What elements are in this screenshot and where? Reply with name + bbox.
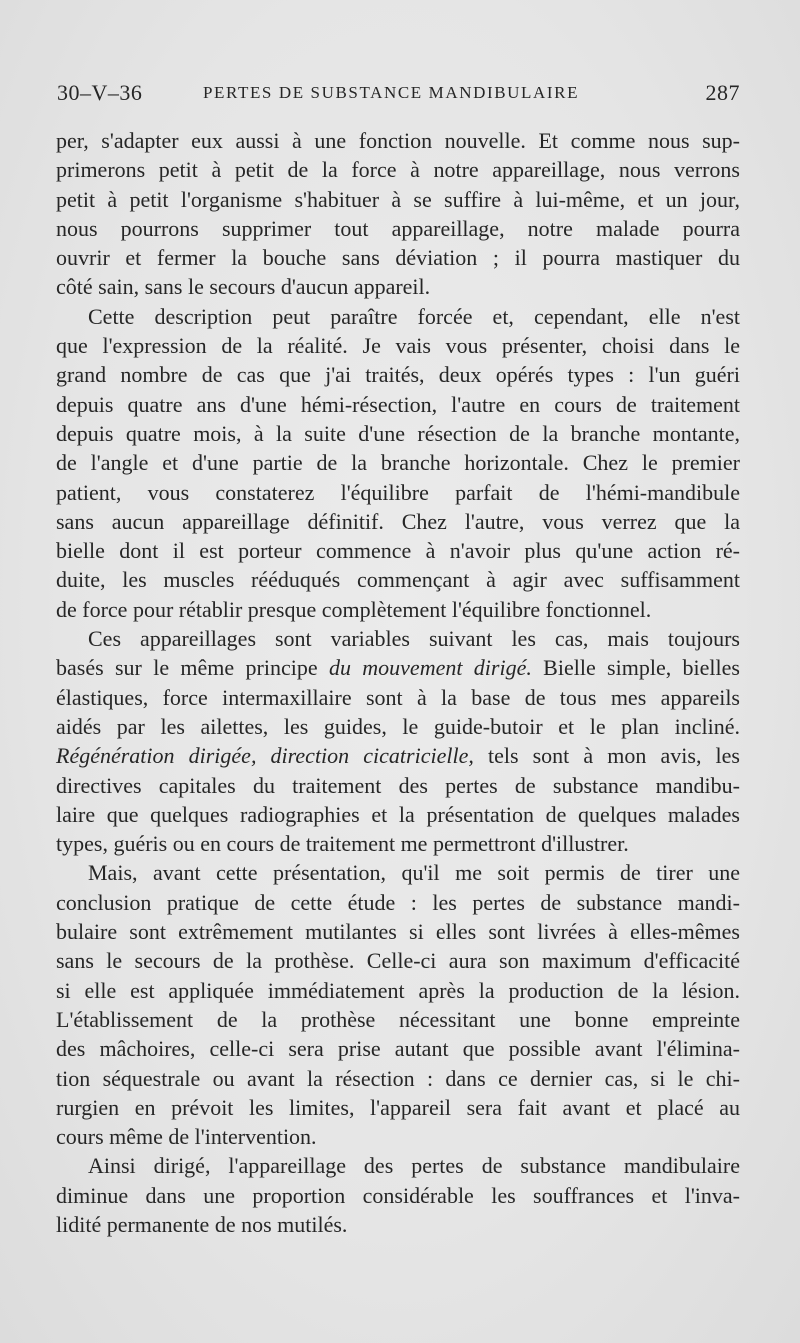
text-segment: de force pour rétablir presque complètement l'équilibre fonctionnel.	[56, 596, 652, 622]
header-date: 30–V–36	[57, 80, 143, 105]
text-line	[56, 126, 740, 155]
running-head	[57, 80, 740, 112]
text-line	[56, 478, 740, 507]
text-line	[56, 858, 740, 887]
text-line	[56, 1122, 740, 1151]
text-segment: côté sain, sans le secours d'aucun appareil.	[56, 274, 431, 300]
text-segment: Cette description peut paraître forcée et, cependant, elle n'est	[88, 303, 740, 329]
text-segment: Mais, avant cette présentation, qu'il me soit permis de tirer une	[88, 860, 740, 886]
text-segment: aidés par les ailettes, les guides, le guide-butoir et le plan incliné.	[56, 713, 740, 739]
text-segment: sans le secours de la prothèse. Celle-ci aura son maximum d'efficacité	[56, 948, 740, 974]
text-segment: laire que quelques radiographies et la présentation de quelques malades	[56, 801, 740, 827]
text-line	[56, 331, 740, 360]
text-line	[56, 272, 740, 301]
text-segment: ouvrir et fermer la bouche sans déviation ; il pourra mastiquer du	[56, 245, 740, 271]
text-line	[56, 976, 740, 1005]
text-segment: tels sont à mon avis, les	[473, 743, 740, 769]
text-line	[56, 536, 740, 565]
text-segment: patient, vous constaterez l'équilibre parfait de l'hémi-mandibule	[56, 479, 740, 505]
text-segment: Ces appareillages sont variables suivant les cas, mais toujours	[88, 626, 740, 652]
text-segment: depuis quatre mois, à la suite d'une résection de la branche montante,	[56, 420, 740, 446]
text-segment: sans aucun appareillage définitif. Chez l'autre, vous verrez que la	[56, 508, 740, 534]
text-segment: de l'angle et d'une partie de la branche horizontale. Chez le premier	[56, 450, 740, 476]
text-segment: que l'expression de la réalité. Je vais vous présenter, choisi dans le	[56, 333, 740, 359]
text-line	[56, 1093, 740, 1122]
text-line	[56, 946, 740, 975]
text-line	[56, 1181, 740, 1210]
text-line	[56, 214, 740, 243]
text-segment: depuis quatre ans d'une hémi-résection, l'autre en cours de traitement	[56, 391, 740, 417]
italic-text: Régénération dirigée, direction cicatricielle,	[56, 743, 474, 769]
text-line	[56, 360, 740, 389]
text-line	[56, 1210, 740, 1239]
text-line	[56, 917, 740, 946]
text-segment: cours même de l'intervention.	[56, 1124, 317, 1150]
text-segment: élastiques, force intermaxillaire sont à la base de tous mes appareils	[56, 684, 740, 710]
text-segment: si elle est appliquée immédiatement après la production de la lésion.	[56, 977, 740, 1003]
text-line	[56, 448, 740, 477]
text-line	[56, 771, 740, 800]
text-segment: primerons petit à petit de la force à notre appareillage, nous verrons	[56, 157, 740, 183]
text-line	[56, 185, 740, 214]
text-line	[56, 565, 740, 594]
text-segment: diminue dans une proportion considérable les souffrances et l'inva-	[56, 1182, 740, 1208]
text-line	[56, 155, 740, 184]
text-line	[56, 243, 740, 272]
text-segment: nous pourrons supprimer tout appareillage, notre malade pourra	[56, 215, 740, 241]
text-line	[56, 624, 740, 653]
text-segment: des mâchoires, celle-ci sera prise autant que possible avant l'élimina-	[56, 1036, 740, 1062]
text-line	[56, 1005, 740, 1034]
text-line	[56, 653, 740, 682]
text-line	[56, 390, 740, 419]
text-segment: basés sur le même principe	[56, 655, 329, 681]
text-line	[56, 507, 740, 536]
text-segment: bielle dont il est porteur commence à n'avoir plus qu'une action ré-	[56, 538, 740, 564]
text-line	[56, 800, 740, 829]
text-segment: tion séquestrale ou avant la résection : dans ce dernier cas, si le chi-	[56, 1065, 740, 1091]
body-text	[56, 126, 740, 1239]
text-line	[56, 829, 740, 858]
text-segment: petit à petit l'organisme s'habituer à se suffire à lui-même, et un jour,	[56, 186, 740, 212]
text-segment: per, s'adapter eux aussi à une fonction nouvelle. Et comme nous sup-	[56, 128, 740, 153]
text-segment: Ainsi dirigé, l'appareillage des pertes de substance mandibulaire	[88, 1153, 740, 1179]
page-number: 287	[705, 80, 740, 105]
text-line	[56, 302, 740, 331]
text-line	[56, 1151, 740, 1180]
text-segment: duite, les muscles rééduqués commençant à agir avec suffisamment	[56, 567, 740, 593]
text-segment: Bielle simple, bielles	[531, 655, 740, 681]
text-line	[56, 419, 740, 448]
header-title: PERTES DE SUBSTANCE MANDIBULAIRE	[203, 83, 580, 102]
text-line	[56, 1064, 740, 1093]
text-segment: grand nombre de cas que j'ai traités, deux opérés types : l'un guéri	[56, 362, 740, 388]
text-segment: directives capitales du traitement des pertes de substance mandibu-	[56, 772, 740, 798]
text-line	[56, 741, 740, 770]
text-line	[56, 888, 740, 917]
text-line	[56, 683, 740, 712]
text-segment: types, guéris ou en cours de traitement me permettront d'illustrer.	[56, 831, 629, 857]
text-segment: L'établissement de la prothèse nécessitant une bonne empreinte	[56, 1006, 740, 1032]
italic-text: du mouvement dirigé.	[328, 655, 532, 681]
text-line	[56, 595, 740, 624]
text-segment: bulaire sont extrêmement mutilantes si elles sont livrées à elles-mêmes	[56, 919, 740, 945]
text-line	[56, 1034, 740, 1063]
text-line	[56, 712, 740, 741]
text-segment: conclusion pratique de cette étude : les pertes de substance mandi-	[56, 889, 740, 915]
text-segment: lidité permanente de nos mutilés.	[56, 1211, 348, 1237]
text-segment: rurgien en prévoit les limites, l'appareil sera fait avant et placé au	[56, 1094, 740, 1120]
